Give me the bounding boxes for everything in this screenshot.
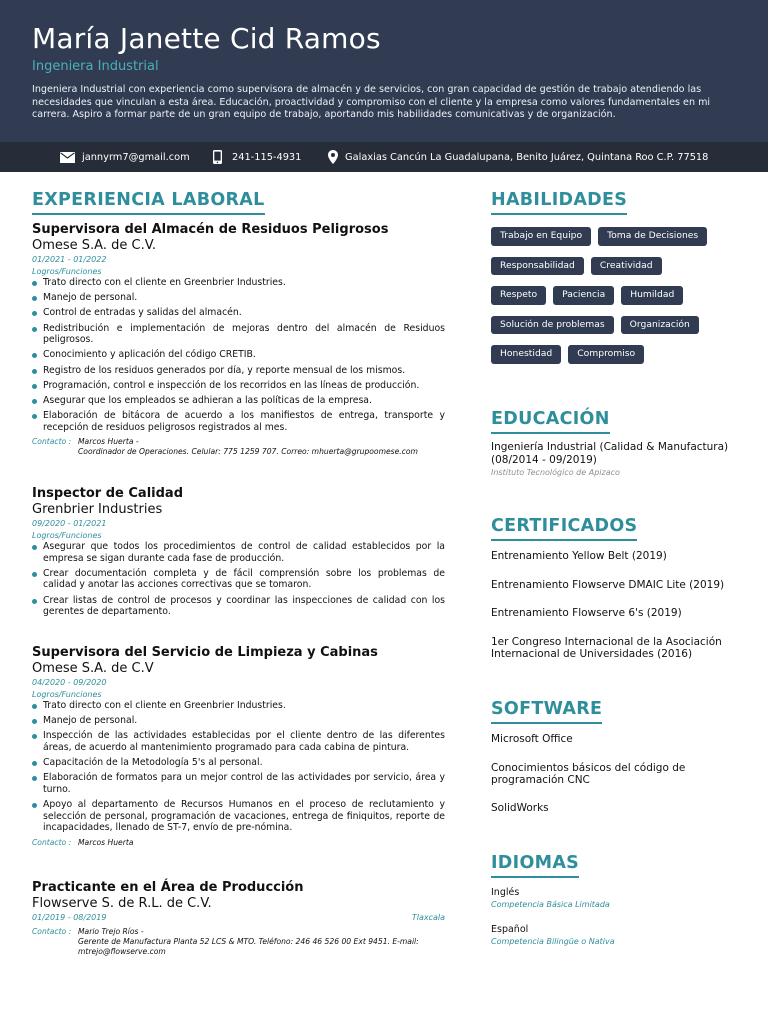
job-title: Supervisora del Almacén de Residuos Peligrosos: [32, 222, 389, 237]
job-location: Tlaxcala: [411, 913, 445, 922]
reference-label: Contacto :: [32, 927, 72, 936]
candidate-name: María Janette Cid Ramos: [32, 22, 381, 55]
job-dates: 01/2019 - 08/2019: [32, 913, 107, 922]
duty-item: Programación, control e inspección de los recorridos en las líneas de producción.: [32, 380, 445, 392]
skill-row: [491, 286, 731, 305]
job-reference: [32, 838, 445, 848]
skill-pill: Trabajo en Equipo: [491, 227, 591, 246]
job-duties-list: [32, 277, 445, 433]
job-reference: [32, 927, 445, 957]
skill-pill: Solución de problemas: [491, 316, 614, 335]
duty-item: Trato directo con el cliente en Greenbrier Industries.: [32, 700, 445, 712]
job-entry: [32, 880, 445, 957]
section-title-experience: EXPERIENCIA LABORAL: [32, 190, 265, 215]
certificate-item: Entrenamiento Flowserve DMAIC Lite (2019): [491, 579, 725, 591]
job-company: Omese S.A. de C.V.: [32, 238, 157, 253]
job-dates: 09/2020 - 01/2021: [32, 519, 107, 528]
job-title: Practicante en el Área de Producción: [32, 880, 304, 895]
education-entry: [491, 441, 741, 479]
skill-pill: Honestidad: [491, 345, 561, 364]
skill-pill: Responsabilidad: [491, 257, 584, 276]
phone-text: 241-115-4931: [232, 151, 302, 163]
skill-row: [491, 227, 731, 246]
section-title-software: SOFTWARE: [491, 699, 602, 724]
duty-item: Capacitación de la Metodología 5's al personal.: [32, 757, 445, 769]
duty-item: Elaboración de bitácora de acuerdo a los manifiestos de entrega, transporte y recepción de residuos peligrosos registrados al mes.: [32, 410, 445, 433]
software-item: SolidWorks: [491, 802, 549, 814]
school-name: Instituto Tecnológico de Apizaco: [491, 468, 620, 477]
skills-list: [491, 227, 731, 375]
language-level: Competencia Bilingüe o Nativa: [491, 937, 615, 946]
skill-pill: Creatividad: [591, 257, 662, 276]
duty-item: Trato directo con el cliente en Greenbrier Industries.: [32, 277, 445, 289]
achievements-label: Logros/Funciones: [32, 690, 102, 699]
duty-item: Conocimiento y aplicación del código CRETIB.: [32, 349, 445, 361]
duty-item: Registro de los residuos generados por día, y reporte mensual de los mismos.: [32, 365, 445, 377]
duty-item: Manejo de personal.: [32, 292, 445, 304]
section-title-languages: IDIOMAS: [491, 853, 579, 878]
software-item: Conocimientos básicos del código de programación CNC: [491, 762, 686, 786]
envelope-icon: [60, 152, 75, 163]
job-dates-row: [32, 677, 445, 689]
skill-pill: Humildad: [621, 286, 683, 305]
section-title-education: EDUCACIÓN: [491, 409, 610, 434]
language-entry: [491, 887, 741, 910]
job-title: Supervisora del Servicio de Limpieza y Cabinas: [32, 645, 378, 660]
job-dates-row: [32, 254, 445, 266]
job-duties-list: [32, 541, 445, 618]
duty-item: Inspección de las actividades establecidas por el cliente dentro de las diferentes áreas, de acuerdo al mantenimiento programado para cada cabina de pintura.: [32, 730, 445, 753]
skill-pill: Organización: [621, 316, 699, 335]
job-dates-row: [32, 518, 445, 530]
location-pin-icon: [328, 150, 338, 164]
reference-value: Marcos Huerta - Coordinador de Operaciones. Celular: 775 1259 707. Correo: mhuerta@grupoomese.com: [78, 436, 418, 456]
duty-item: Redistribución e implementación de mejoras dentro del almacén de Residuos peligrosos.: [32, 323, 445, 346]
duty-item: Manejo de personal.: [32, 715, 445, 727]
language-name: Español: [491, 924, 529, 935]
profile-summary: Ingeniera Industrial con experiencia como supervisora de almacén y de servicios, con gran capacidad de gestión de trabajo atendiendo las necesidades que vinculan a esta área. Educación, proactividad y compromiso con el cliente y la empresa como valores fundamentales en mi carrera. Aspiro a formar parte de un gran equipo de trabajo, aportando mis habilidades comunicativas y de organización.: [32, 84, 711, 121]
duty-item: Asegurar que los empleados se adhieran a las políticas de la empresa.: [32, 395, 445, 407]
certificate-item: 1er Congreso Internacional de la Asociación Internacional de Universidades (2016): [491, 636, 722, 660]
language-level: Competencia Básica Limitada: [491, 900, 610, 909]
contact-email[interactable]: [60, 142, 190, 172]
certificate-item: Entrenamiento Yellow Belt (2019): [491, 550, 667, 562]
section-title-skills: HABILIDADES: [491, 190, 627, 215]
duty-item: Elaboración de formatos para un mejor control de las actividades por servicio, área y turno.: [32, 772, 445, 795]
duty-item: Crear listas de control de procesos y coordinar las inspecciones de calidad con los gerentes de departamento.: [32, 595, 445, 618]
achievements-label: Logros/Funciones: [32, 531, 102, 540]
language-entry: [491, 924, 741, 947]
reference-label: Contacto :: [32, 837, 72, 847]
language-name: Inglés: [491, 887, 520, 898]
software-item: Microsoft Office: [491, 733, 573, 745]
reference-label: Contacto :: [32, 436, 72, 446]
achievements-label: Logros/Funciones: [32, 267, 102, 276]
address-text: Galaxias Cancún La Guadalupana, Benito Juárez, Quintana Roo C.P. 77518: [345, 151, 709, 163]
skill-pill: Compromiso: [568, 345, 644, 364]
reference-value: Marcos Huerta: [78, 837, 134, 847]
duty-item: Crear documentación completa y de fácil comprensión sobre los problemas de calidad y anotar las acciones correctivas que se tomaron.: [32, 568, 445, 591]
job-company: Omese S.A. de C.V: [32, 661, 154, 676]
job-reference: [32, 437, 445, 457]
job-dates: 01/2021 - 01/2022: [32, 255, 107, 264]
skill-row: [491, 316, 731, 335]
job-company: Flowserve S. de R.L. de C.V.: [32, 896, 212, 911]
duty-item: Control de entradas y salidas del almacén.: [32, 307, 445, 319]
job-title: Inspector de Calidad: [32, 486, 183, 501]
skill-row: [491, 345, 731, 364]
email-text: jannyrm7@gmail.com: [82, 151, 190, 163]
section-title-certificates: CERTIFICADOS: [491, 516, 637, 541]
certificate-item: Entrenamiento Flowserve 6's (2019): [491, 607, 682, 619]
degree-title: Ingeniería Industrial (Calidad & Manufactura) (08/2014 - 09/2019): [491, 441, 729, 466]
phone-icon: [213, 150, 222, 164]
contact-address: [328, 142, 708, 172]
job-company: Grenbrier Industries: [32, 502, 163, 517]
skill-pill: Paciencia: [553, 286, 614, 305]
contact-bar: [0, 142, 768, 172]
duty-item: Apoyo al departamento de Recursos Humanos en el proceso de reclutamiento y selección de personal, programación de vacaciones, entrega de finiquitos, reporte de incapacidades, llenado de ST-7, envío de pre-nómina.: [32, 799, 445, 834]
resume-header: [0, 0, 768, 142]
job-dates: 04/2020 - 09/2020: [32, 678, 107, 687]
job-entry: [32, 486, 445, 621]
job-duties-list: [32, 700, 445, 834]
reference-value: Mario Trejo Ríos - Gerente de Manufactura Planta 52 LCS & MTO. Teléfono: 246 46 526 00 Ext 9451. E-mail: mtrejo@flowserve.com: [78, 927, 419, 956]
job-entry: [32, 222, 445, 457]
job-entry: [32, 645, 445, 848]
duty-item: Asegurar que todos los procedimientos de control de calidad establecidos por la empresa se sigan durante cada fase de producción.: [32, 541, 445, 564]
job-dates-row: [32, 912, 445, 924]
skill-pill: Respeto: [491, 286, 546, 305]
skill-pill: Toma de Decisiones: [598, 227, 707, 246]
candidate-role: Ingeniera Industrial: [32, 59, 159, 74]
contact-phone[interactable]: [213, 142, 301, 172]
skill-row: [491, 257, 731, 276]
